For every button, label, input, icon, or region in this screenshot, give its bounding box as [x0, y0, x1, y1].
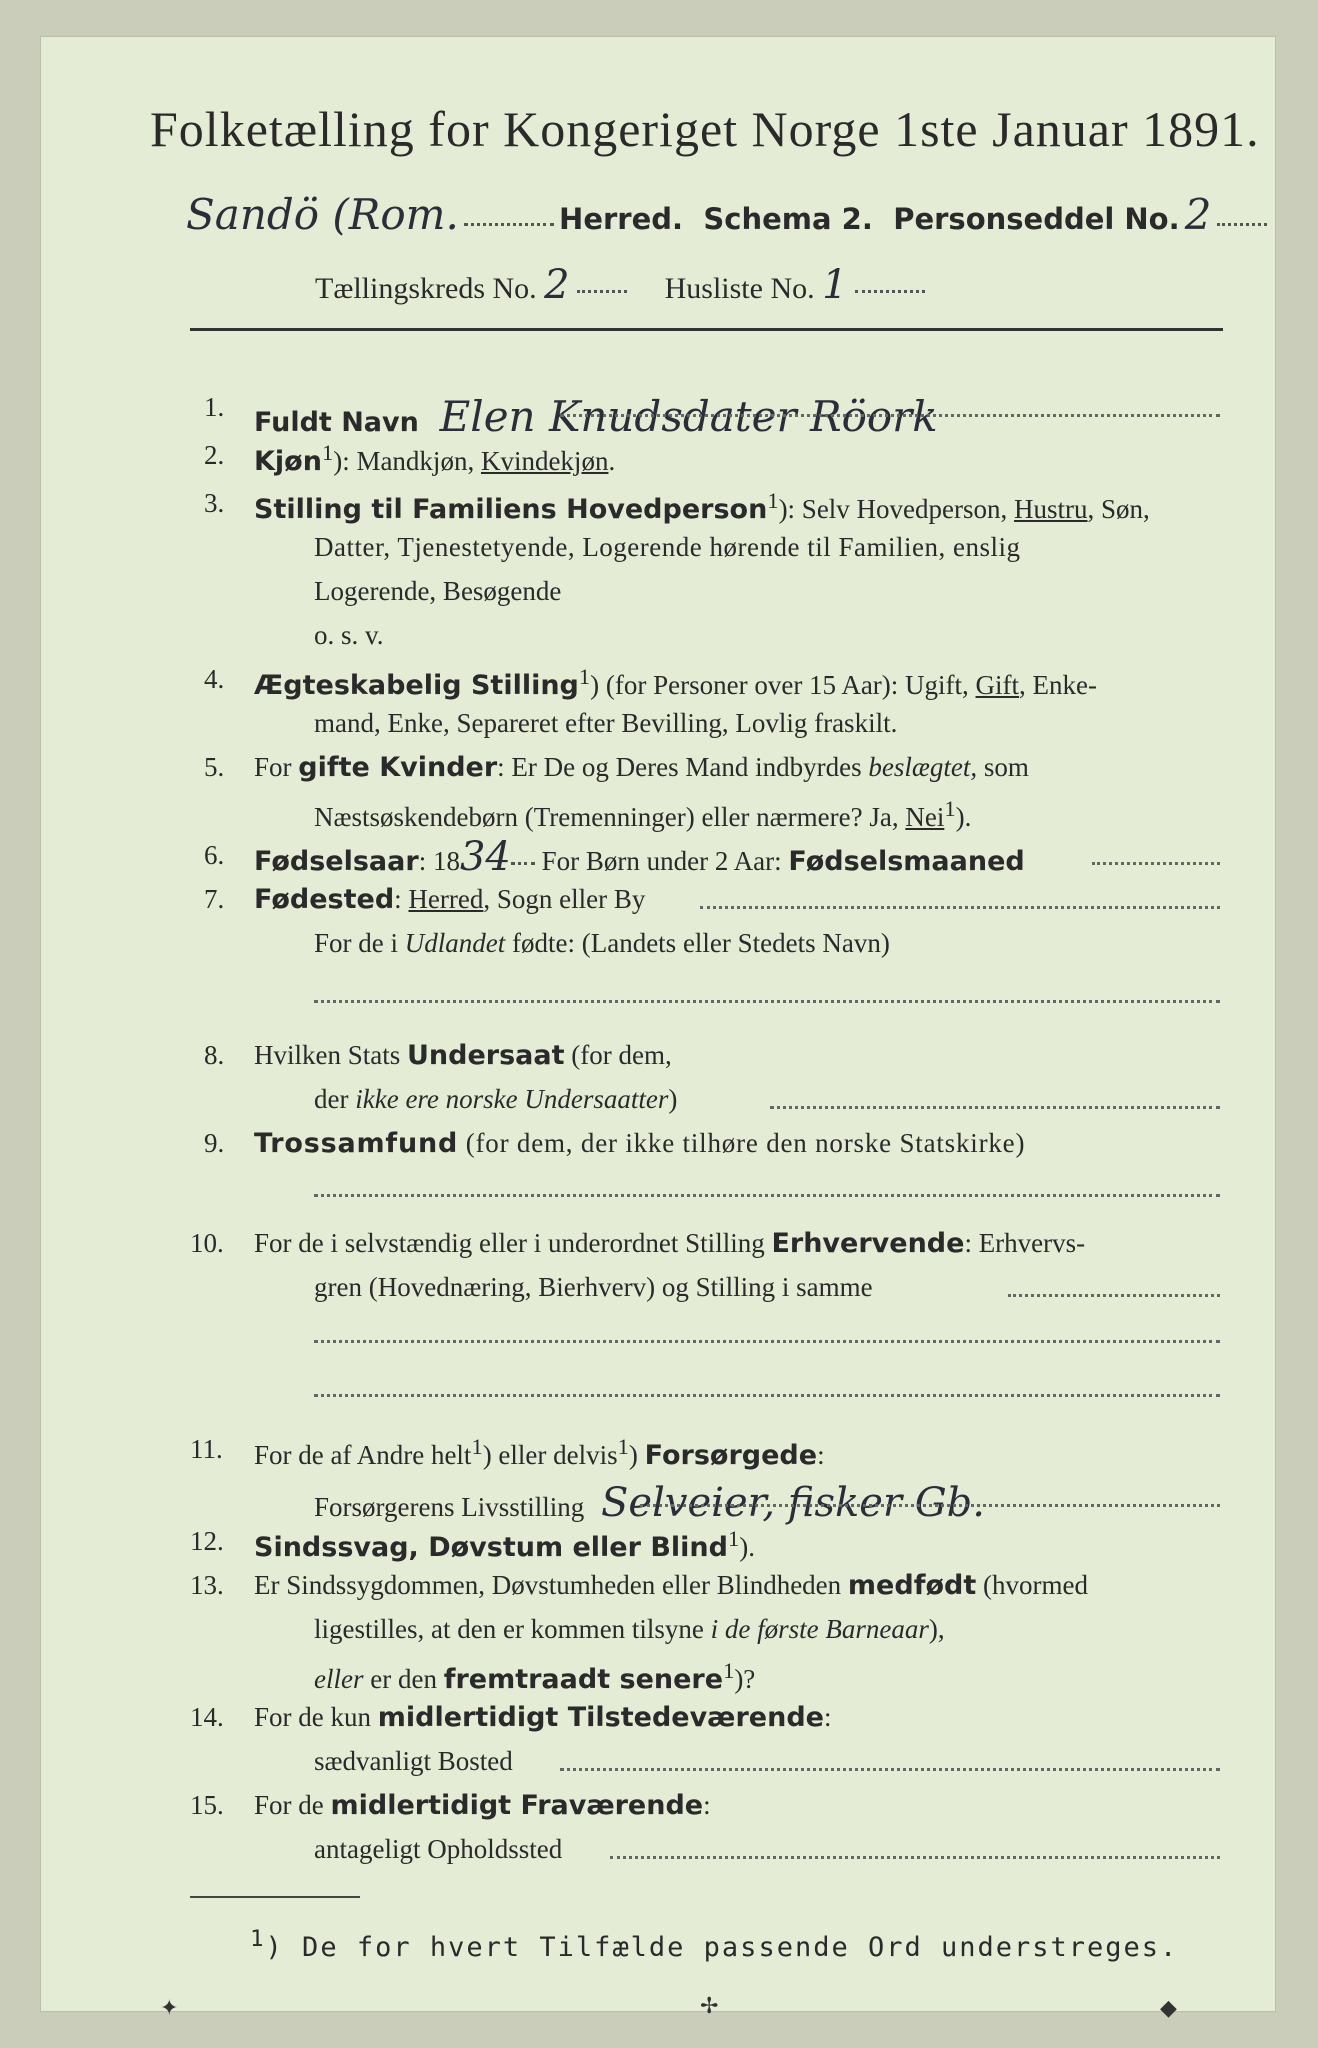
item-text: : Er De og Deres Mand indbyrdes	[497, 752, 869, 782]
item-text: Er Sindssygdommen, Døvstumheden eller Blindheden	[254, 1570, 848, 1600]
item-text: som	[977, 752, 1029, 782]
item-text: :	[817, 1440, 825, 1470]
item-text: For de i selvstændig eller i underordnet Stilling	[254, 1228, 772, 1258]
item-text: For Børn under 2 Aar:	[534, 846, 789, 876]
herred-label: Herred.	[559, 202, 684, 236]
underlined-answer: Nei	[905, 802, 945, 832]
item-label: Forsørgede	[644, 1440, 818, 1471]
item-text: (for dem, der ikke tilhøre den norske Statskirke)	[458, 1128, 1026, 1158]
footnote-ref: 1	[723, 1658, 735, 1683]
item-label: Undersaat	[407, 1040, 565, 1071]
item-italic: eller	[314, 1664, 364, 1694]
item-label: Fødested	[254, 884, 395, 915]
footnote	[250, 1926, 1178, 1963]
item-italic: Udlandet	[404, 928, 506, 958]
item-number: 15.	[190, 1790, 224, 1820]
item-number: 9.	[204, 1128, 225, 1158]
kreds-line	[315, 262, 925, 308]
husliste-label: Husliste No.	[664, 272, 815, 305]
item-number: 11.	[190, 1434, 223, 1464]
item-label: medfødt	[847, 1570, 977, 1601]
husliste-handwritten: 1	[822, 262, 848, 308]
item-15-temporary-absent	[254, 1790, 711, 1821]
item-text: er den	[363, 1664, 444, 1694]
item-text: , Sogn eller By	[483, 884, 646, 914]
item-text: der	[314, 1084, 356, 1114]
footnote-ref: 1	[250, 1926, 266, 1952]
footnote-ref: 1	[321, 440, 334, 465]
item-text: )?	[734, 1664, 756, 1694]
item-text: .	[608, 446, 616, 476]
item-label: fremtraadt senere	[443, 1664, 724, 1695]
item-italic: i de første Barneaar	[710, 1614, 929, 1644]
item-number: 12.	[190, 1526, 224, 1556]
item-text: For de kun	[254, 1702, 378, 1732]
item-italic: beslægtet,	[868, 752, 978, 782]
registration-mark: ◆	[1160, 1996, 1177, 2021]
schema-label: Schema 2.	[703, 202, 873, 236]
item-text: ).	[955, 802, 972, 832]
provider-handwritten: Selveier, fisker Gb.	[601, 1480, 985, 1526]
item-5-line2: Næstsøskendebørn (Tremenninger) eller nærmere? Ja, Nei$^1$).	[314, 796, 972, 832]
dotted-fill	[610, 1856, 1220, 1859]
item-9-religion	[254, 1128, 1025, 1159]
underlined-answer: Hustru	[1014, 494, 1088, 524]
dotted-fill	[314, 1394, 1220, 1397]
item-3-line2: Datter, Tjenestetyende, Logerende hørende til Familien, enslig	[314, 532, 1021, 562]
dotted-fill	[511, 862, 535, 865]
item-7-line2	[314, 928, 890, 959]
birthyear-handwritten: 34	[459, 834, 511, 880]
herred-line	[186, 190, 1267, 239]
item-italic: ikke ere norske Undersaatter	[355, 1084, 669, 1114]
item-text: )	[668, 1084, 678, 1114]
item-label: Erhvervende	[771, 1228, 965, 1259]
item-5-married-women	[254, 752, 1029, 783]
item-text: For de i	[314, 928, 405, 958]
underlined-answer: Kvindekjøn	[480, 446, 609, 476]
item-8-line2	[314, 1084, 677, 1115]
header-rule	[190, 328, 1223, 331]
dotted-fill	[560, 1768, 1220, 1771]
footnote-ref: 1	[617, 1434, 629, 1459]
item-label: midlertidigt Tilstedeværende	[377, 1702, 824, 1733]
item-6-birthyear	[254, 834, 1025, 880]
item-4-line2: mand, Enke, Separeret efter Bevilling, Lovlig fraskilt.	[314, 708, 898, 738]
dotted-fill	[314, 1340, 1220, 1343]
item-text: , Søn,	[1087, 494, 1150, 524]
item-11-supported	[254, 1434, 825, 1471]
footnote-text: ) De for hvert Tilfælde passende Ord understreges.	[265, 1932, 1179, 1963]
item-11-line2	[314, 1480, 985, 1526]
item-text: For de	[254, 1790, 331, 1820]
item-3-line3: Logerende, Besøgende	[314, 576, 562, 606]
item-label: Sindssvag, Døvstum eller Blind	[254, 1532, 728, 1563]
item-text: ): Mandkjøn,	[333, 446, 481, 476]
footnote-ref: 1	[471, 1434, 483, 1459]
item-10-occupation	[254, 1228, 1085, 1259]
item-text: For de af Andre helt	[254, 1440, 472, 1470]
item-label: Stilling til Familiens Hovedperson	[254, 494, 768, 525]
item-text: ) (for Personer over 15 Aar): Ugift,	[590, 670, 976, 700]
item-13-line3	[314, 1658, 755, 1695]
item-2-gender	[254, 440, 615, 477]
item-label: midlertidigt Fraværende	[330, 1790, 704, 1821]
name-handwritten: Elen Knudsdater Röork	[439, 392, 938, 441]
item-number: 2.	[204, 440, 225, 470]
dotted-fill	[700, 906, 1220, 909]
item-text: , Enke-	[1019, 670, 1097, 700]
item-text: ).	[739, 1532, 755, 1562]
item-text: Næstsøskendebørn (Tremenninger) eller nærmere? Ja,	[314, 802, 906, 832]
item-text: : 18	[418, 846, 460, 876]
item-text: (hvormed	[976, 1570, 1088, 1600]
item-label: Ægteskabelig Stilling	[254, 670, 579, 701]
underlined-answer: Herred	[408, 884, 484, 914]
kreds-label: Tællingskreds No.	[315, 272, 537, 305]
dotted-fill	[1217, 223, 1267, 226]
item-text: )	[628, 1440, 645, 1470]
item-text: :	[703, 1790, 711, 1820]
item-text: ): Selv Hovedperson,	[778, 494, 1015, 524]
item-number: 5.	[204, 752, 225, 782]
item-label: Fødselsaar	[254, 846, 419, 877]
item-text: ) eller delvis	[482, 1440, 618, 1470]
footnote-ref: 1	[767, 488, 779, 513]
item-text: :	[394, 884, 409, 914]
item-8-citizenship	[254, 1040, 672, 1071]
dotted-fill	[314, 1194, 1220, 1197]
item-label: Kjøn	[254, 446, 322, 477]
item-text: :	[823, 1702, 832, 1732]
item-text: ),	[928, 1614, 945, 1644]
item-3-position	[254, 488, 1150, 525]
item-14-temporary-present	[254, 1702, 831, 1733]
item-15-line2: antageligt Opholdssted	[314, 1834, 563, 1864]
item-number: 6.	[204, 840, 225, 870]
dotted-fill	[464, 223, 554, 226]
item-14-line2: sædvanligt Bosted	[314, 1746, 513, 1776]
dotted-fill	[855, 290, 925, 293]
item-12-disability	[254, 1526, 755, 1563]
item-text: : Erhvervs-	[964, 1228, 1086, 1258]
item-label: gifte Kvinder	[298, 752, 498, 783]
personseddel-handwritten: 2	[1184, 190, 1212, 239]
dotted-fill	[1092, 862, 1220, 865]
dotted-fill	[640, 1504, 1220, 1507]
dotted-fill	[314, 1000, 1220, 1003]
personseddel-label: Personseddel No.	[893, 202, 1180, 236]
item-text: fødte: (Landets eller Stedets Navn)	[505, 928, 890, 958]
item-7-birthplace	[254, 884, 645, 915]
item-text: For	[254, 752, 299, 782]
item-label: Fuldt Navn	[254, 407, 419, 438]
item-4-marital	[254, 664, 1097, 701]
item-13-line2	[314, 1614, 945, 1645]
item-label: Fødselsmaaned	[788, 846, 1025, 877]
item-label: Trossamfund	[254, 1128, 459, 1159]
dotted-fill	[560, 414, 1220, 417]
dotted-fill	[1008, 1294, 1220, 1297]
item-number: 8.	[204, 1040, 225, 1070]
item-number: 13.	[190, 1570, 224, 1600]
item-3-line4: o. s. v.	[314, 620, 384, 650]
footnote-ref: 1	[727, 1526, 740, 1551]
item-number: 1.	[204, 392, 225, 422]
footnote-ref: 1	[578, 664, 591, 689]
item-text: Hvilken Stats	[254, 1040, 407, 1070]
item-10-line2: gren (Hovednæring, Bierhverv) og Stilling i samme	[314, 1272, 873, 1302]
kreds-handwritten: 2	[544, 262, 570, 308]
footnote-rule	[190, 1896, 360, 1898]
dotted-fill	[577, 290, 627, 293]
form-title: Folketælling for Kongeriget Norge 1ste Januar 1891.	[150, 101, 1260, 157]
item-text: (for dem,	[564, 1040, 672, 1070]
herred-handwritten: Sandö (Rom.	[186, 190, 459, 239]
item-number: 4.	[204, 664, 225, 694]
item-number: 10.	[190, 1228, 224, 1258]
item-13-congenital	[254, 1570, 1088, 1601]
item-number: 7.	[204, 884, 225, 914]
item-number: 14.	[190, 1702, 224, 1732]
item-text: ligestilles, at den er kommen tilsyne	[314, 1614, 711, 1644]
item-text: Forsørgerens Livsstilling	[314, 1492, 585, 1522]
registration-mark: ✢	[700, 1994, 719, 2019]
underlined-answer: Gift	[975, 670, 1020, 700]
dotted-fill	[770, 1106, 1220, 1109]
registration-mark: ✦	[160, 1996, 179, 2021]
item-number: 3.	[204, 488, 225, 518]
